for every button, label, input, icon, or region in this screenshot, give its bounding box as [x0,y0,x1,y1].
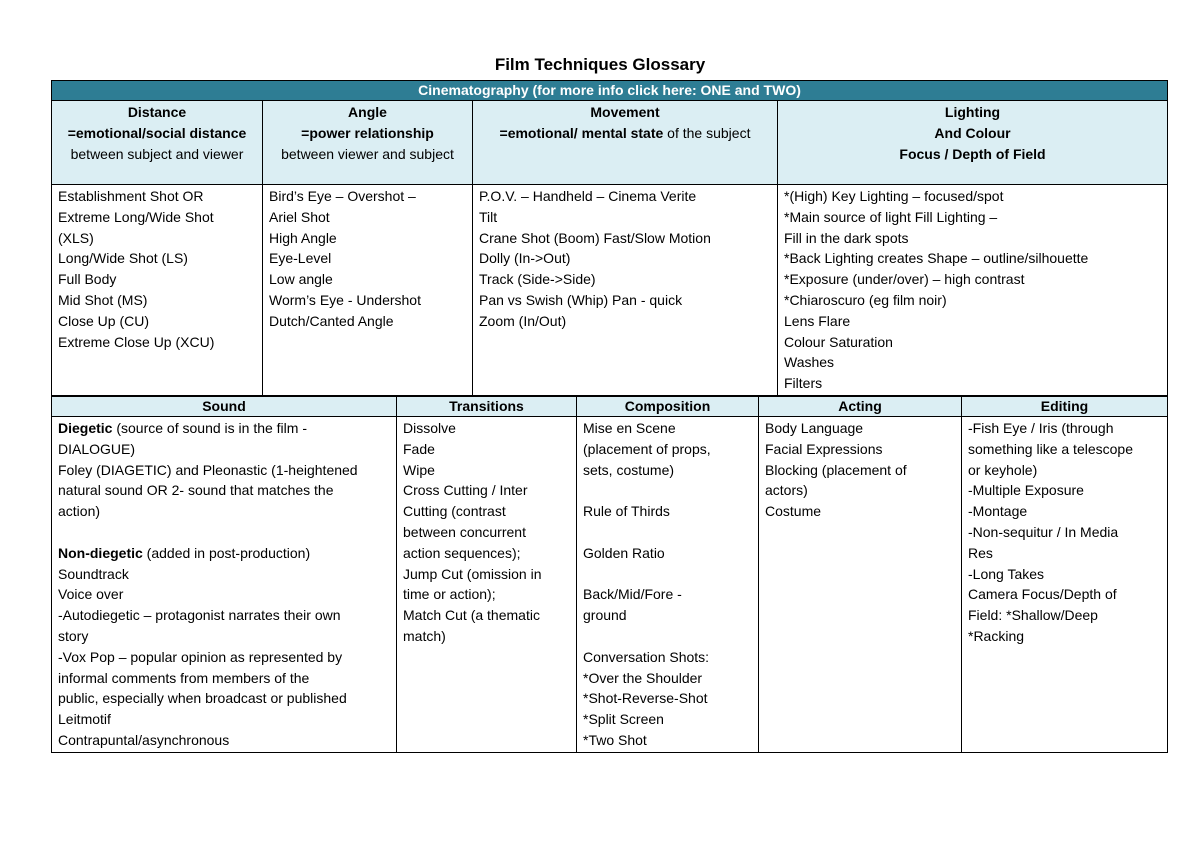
list-item: *Exposure (under/over) – high contrast [784,271,1025,288]
list-item: Eye-Level [269,250,332,267]
list-item: Fade [403,440,435,457]
list-item: -Multiple Exposure [968,482,1084,499]
list-item: Res [968,544,993,561]
acting-list [759,417,962,753]
list-item: Fill in the dark spots [784,229,909,246]
list-item: Wipe [403,461,435,478]
list-item: Cross Cutting / Inter [403,482,528,499]
list-item: (XLS) [58,229,94,246]
list-item: between concurrent [403,523,526,540]
list-item: Dissolve [403,420,456,436]
lighting-list [778,185,1168,396]
list-item: Rule of Thirds [583,503,670,520]
distance-list [52,185,263,396]
list-item: time or action); [403,586,496,603]
list-item: Camera Focus/Depth of [968,586,1117,603]
cinematography-table [51,80,1168,396]
list-item: Track (Side->Side) [479,271,596,288]
list-item: Field: *Shallow/Deep [968,607,1098,624]
list-item: Tilt [479,208,498,225]
list-item: DIALOGUE) [58,440,136,457]
list-item: Dutch/Canted Angle [269,312,394,329]
list-item: *Two Shot [583,731,647,748]
list-item: actors) [765,482,808,499]
list-item [583,564,752,585]
list-item: story [58,627,89,644]
list-item: Long/Wide Shot (LS) [58,250,188,267]
list-item: Costume [765,503,822,520]
list-item: Soundtrack [58,565,129,582]
list-item: Jump Cut (omission in [403,565,542,582]
list-item: Worm’s Eye - Undershot [269,291,421,308]
list-item [583,522,752,543]
list-item: Voice over [58,586,124,603]
movement-list [473,185,778,396]
editing-list [962,417,1168,753]
list-item: *Back Lighting creates Shape – outline/silhouette [784,250,1089,267]
list-item: Cutting (contrast [403,503,506,520]
lighting-header: Lighting And Colour Focus / Depth of Field [778,101,1168,185]
list-item: or keyhole) [968,461,1038,478]
angle-list [263,185,473,396]
list-item: Colour Saturation [784,333,893,350]
list-item: -Autodiegetic – protagonist narrates their own [58,607,341,624]
transitions-header: Transitions [397,397,577,417]
list-item: informal comments from members of the [58,669,310,686]
page-title: Film Techniques Glossary [494,55,706,74]
list-item: *Chiaroscuro (eg film noir) [784,291,947,308]
list-item: Facial Expressions [765,440,883,457]
list-item: Leitmotif [58,711,111,728]
list-item: Full Body [58,271,117,288]
list-item: Bird’s Eye – Overshot – [269,188,416,204]
list-item: Low angle [269,271,333,288]
list-item: Foley (DIAGETIC) and Pleonastic (1-heightened [58,461,358,478]
list-item: Match Cut (a thematic [403,607,540,624]
list-item: Golden Ratio [583,544,665,561]
list-item: Close Up (CU) [58,312,150,329]
list-item: High Angle [269,229,337,246]
list-item: Mid Shot (MS) [58,291,148,308]
sound-cell: Diegetic (source of sound is in the film - DIALOGUE) Foley (DIAGETIC) and Pleonastic (1-heightened natural sound OR 2- sound that matches the action) Non-diegetic (added in post-production) Soundtrack Voice over -Autodiegetic – protagonist narrates their own story -Vox Pop – popular opinion as represented by informal comments from members of the public, especially when broadcast or published Leitmotif Contrapuntal/asynchronous [52,417,397,753]
list-item: public, especially when broadcast or published [58,690,347,707]
list-item: Lens Flare [784,312,851,329]
list-item: -Non-sequitur / In Media [968,523,1119,540]
editing-header: Editing [962,397,1168,417]
list-item: Blocking (placement of [765,461,907,478]
list-item: Filters [784,375,823,392]
list-item: -Montage [968,503,1028,520]
transitions-list [397,417,577,753]
composition-header: Composition [577,397,759,417]
list-item: Contrapuntal/asynchronous [58,731,230,748]
list-item: *(High) Key Lighting – focused/spot [784,188,1004,204]
list-item: Back/Mid/Fore - [583,586,682,603]
list-item [583,480,752,501]
list-item: Establishment Shot OR [58,188,204,204]
list-item: Washes [784,354,835,371]
list-item: Zoom (In/Out) [479,312,567,329]
list-item: sets, costume) [583,461,675,478]
list-item: Dolly (In->Out) [479,250,571,267]
list-item: *Main source of light Fill Lighting – [784,208,998,225]
movement-header: Movement =emotional/ mental state of the subject [473,101,778,185]
list-item: *Shot-Reverse-Shot [583,690,708,707]
list-item [583,626,752,647]
composition-list [577,417,759,753]
list-item: Extreme Close Up (XCU) [58,333,215,350]
list-item: Pan vs Swish (Whip) Pan - quick [479,291,683,308]
list-item: P.O.V. – Handheld – Cinema Verite [479,188,697,204]
list-item: (placement of props, [583,440,711,457]
list-item: Extreme Long/Wide Shot [58,208,214,225]
list-item: *Split Screen [583,711,664,728]
list-item: -Fish Eye / Iris (through [968,420,1114,436]
lower-table [51,396,1168,753]
acting-header: Acting [759,397,962,417]
list-item: *Racking [968,627,1025,644]
list-item: natural sound OR 2- sound that matches the [58,482,334,499]
angle-header: Angle =power relationship between viewer and subject [263,101,473,185]
list-item: match) [403,627,446,644]
list-item: *Over the Shoulder [583,669,703,686]
list-item: Body Language [765,420,864,436]
list-item: action) [58,503,101,520]
list-item: Ariel Shot [269,208,330,225]
list-item: something like a telescope [968,440,1133,457]
list-item: Mise en Scene [583,420,676,436]
cinematography-banner[interactable]: Cinematography (for more info click here: ONE and TWO) [52,81,1168,101]
list-item: Conversation Shots: [583,648,710,665]
list-item: ground [583,607,627,624]
list-item: -Vox Pop – popular opinion as represented by [58,648,343,665]
list-item: Crane Shot (Boom) Fast/Slow Motion [479,229,711,246]
list-item: -Long Takes [968,565,1045,582]
sound-header: Sound [52,397,397,417]
distance-header: Distance =emotional/social distance between subject and viewer [52,101,263,185]
list-item: action sequences); [403,544,521,561]
